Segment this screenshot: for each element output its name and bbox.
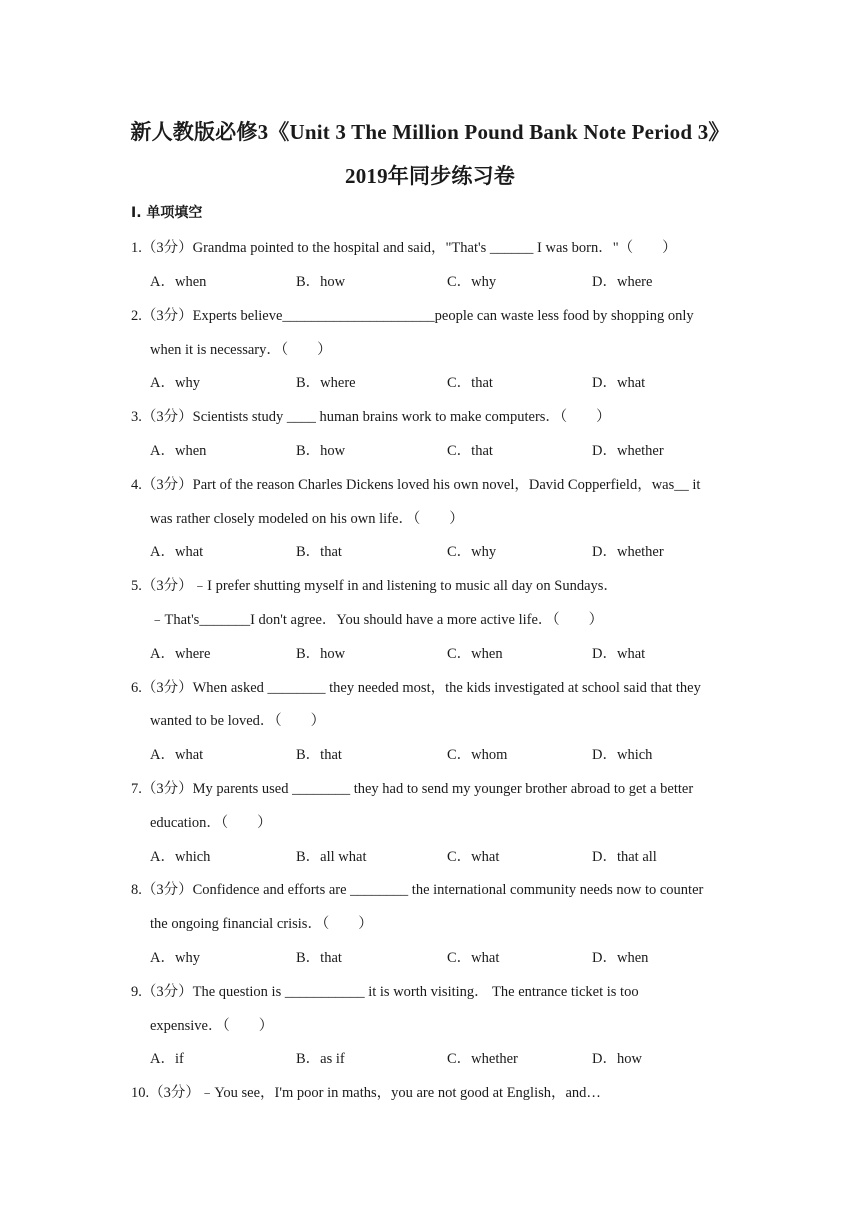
option-c[interactable]: C．that <box>447 443 493 459</box>
question-2-options <box>150 371 750 391</box>
page-title-line-2: 2019年同步练习卷 <box>345 164 515 188</box>
option-c[interactable]: C．that <box>447 375 493 391</box>
question-5-stem: 5.（3分）﹣I prefer shutting myself in and listening to music all day on Sundays． <box>131 578 618 594</box>
option-c[interactable]: C．whom <box>447 747 508 763</box>
question-4-stem: 4.（3分）Part of the reason Charles Dickens loved his own novel，David Copperfield，was__ it <box>131 477 701 493</box>
question-8-options <box>150 946 750 966</box>
question-3-stem: 3.（3分）Scientists study ____ human brains work to make computers．（ ） <box>131 409 611 425</box>
question-1-stem: 1.（3分）Grandma pointed to the hospital and said，"That's ______ I was born．"（ ） <box>131 240 677 256</box>
question-8-stem: 8.（3分）Confidence and efforts are ________ the international community needs now to counter <box>131 882 704 898</box>
option-b[interactable]: B．how <box>296 443 346 459</box>
question-1-options <box>150 270 750 290</box>
option-a[interactable]: A．where <box>150 646 211 662</box>
question-6-stem: 6.（3分）When asked ________ they needed most，the kids investigated at school said that they <box>131 680 701 696</box>
page-title-line-1: 新人教版必修3《Unit 3 The Million Pound Bank Note Period 3》 <box>130 120 730 144</box>
question-4-stem-cont: was rather closely modeled on his own life．（ ） <box>150 511 464 527</box>
option-b[interactable]: B．all what <box>296 849 367 865</box>
option-d[interactable]: D．which <box>592 747 653 763</box>
question-3-options <box>150 439 750 459</box>
option-c[interactable]: C．whether <box>447 1051 518 1067</box>
option-d[interactable]: D．where <box>592 274 653 290</box>
question-9-stem-cont: expensive．（ ） <box>150 1018 274 1034</box>
option-c[interactable]: C．why <box>447 274 497 290</box>
option-d[interactable]: D．whether <box>592 544 664 560</box>
question-9-stem: 9.（3分）The question is ___________ it is worth visiting． The entrance ticket is too <box>131 984 639 1000</box>
question-7-stem: 7.（3分）My parents used ________ they had to send my younger brother abroad to get a better <box>131 781 694 797</box>
option-a[interactable]: A．what <box>150 544 204 560</box>
option-b[interactable]: B．how <box>296 646 346 662</box>
option-b[interactable]: B．as if <box>296 1051 345 1067</box>
option-d[interactable]: D．what <box>592 646 646 662</box>
question-5-options <box>150 642 750 662</box>
option-c[interactable]: C．what <box>447 950 500 966</box>
question-7-stem-cont: education．（ ） <box>150 815 272 831</box>
question-8-stem-cont: the ongoing financial crisis．（ ） <box>150 916 373 932</box>
option-b[interactable]: B．that <box>296 747 342 763</box>
option-a[interactable]: A．which <box>150 849 211 865</box>
option-c[interactable]: C．what <box>447 849 500 865</box>
option-a[interactable]: A．when <box>150 443 207 459</box>
question-9-options <box>150 1047 750 1067</box>
option-a[interactable]: A．when <box>150 274 207 290</box>
option-c[interactable]: C．when <box>447 646 503 662</box>
question-6-stem-cont: wanted to be loved．（ ） <box>150 713 326 729</box>
option-a[interactable]: A．why <box>150 950 200 966</box>
option-d[interactable]: D．when <box>592 950 649 966</box>
question-10-stem: 10.（3分）﹣You see，I'm poor in maths，you are not good at English，and… <box>131 1085 601 1101</box>
option-b[interactable]: B．that <box>296 544 342 560</box>
question-2-stem-cont: when it is necessary．（ ） <box>150 342 332 358</box>
question-2-stem: 2.（3分）Experts believe_____________________people can waste less food by shopping only <box>131 308 694 324</box>
option-a[interactable]: A．if <box>150 1051 184 1067</box>
option-d[interactable]: D．that all <box>592 849 657 865</box>
question-7-options <box>150 845 750 865</box>
section-heading: I. 单项填空 <box>131 205 203 221</box>
option-a[interactable]: A．what <box>150 747 204 763</box>
option-a[interactable]: A．why <box>150 375 200 391</box>
question-4-options <box>150 540 750 560</box>
option-d[interactable]: D．whether <box>592 443 664 459</box>
option-b[interactable]: B．that <box>296 950 342 966</box>
option-d[interactable]: D．how <box>592 1051 642 1067</box>
question-6-options <box>150 743 750 763</box>
option-b[interactable]: B．how <box>296 274 346 290</box>
option-d[interactable]: D．what <box>592 375 646 391</box>
question-5-stem-cont: ﹣That's_______I don't agree．You should have a more active life．（ ） <box>150 612 604 628</box>
option-c[interactable]: C．why <box>447 544 497 560</box>
option-b[interactable]: B．where <box>296 375 356 391</box>
